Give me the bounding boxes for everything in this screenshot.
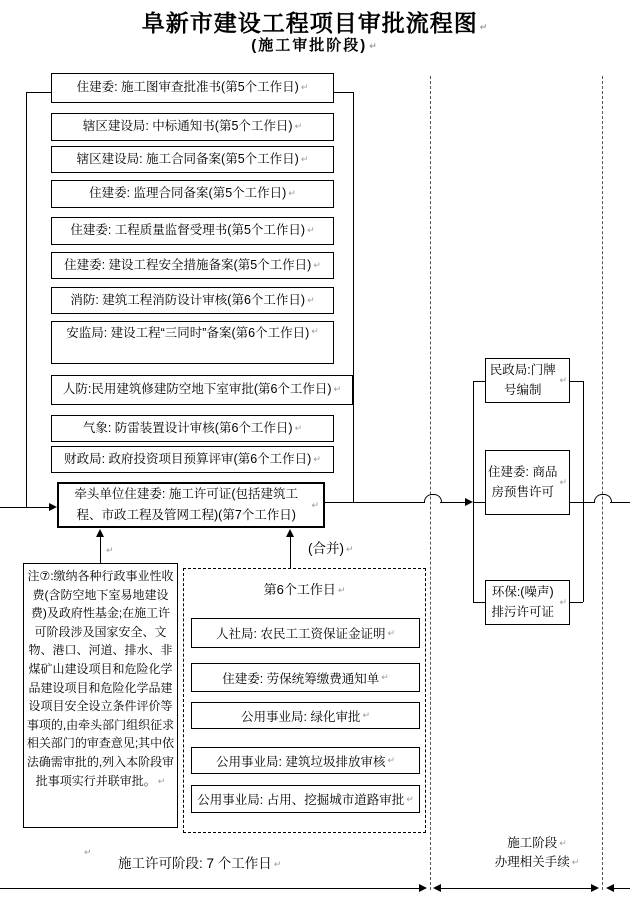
incoming-flow-line [0,507,49,508]
middle-arrowhead-up [286,529,294,537]
paragraph-mark: ↵ [333,384,342,395]
phase3-span-line [614,888,630,889]
paragraph-mark: ↵ [369,41,379,51]
incoming-arrowhead [49,503,57,511]
paragraph-mark: ↵ [479,22,489,32]
process-box-label: 民政局:门牌号编制 [489,363,556,397]
note-text: 注⑦:缴纳各种行政事业性收费(含防空地下室易地建设费)及政府性基金;在施工许可阶段涉及国家安全、文物、港口、河道、排水、非煤矿山建设项目和危险化学品建设项目和危险化学品建设项目安全设立条件评价等事项的,由牵头部门组织征求相关部门的审查意见;其中依法确需审批的,列入本阶段审批事项实行并联审批。 [26,569,175,788]
paragraph-mark: ↵ [307,225,315,236]
phase1-label: 施工许可阶段: 7 个工作日 ↵ [118,856,282,871]
page-title: 阜新市建设工程项目审批流程图 ↵ [141,10,489,36]
phase2-label-line1: 施工阶段 ↵ [507,836,567,850]
top-left-connector-line [26,92,51,93]
process-box-caizhengju [51,446,334,473]
phase2-label-line2: 办理相关手续 ↵ [494,854,580,869]
process-box-label: 人防:民用建筑修建防空地下室审批(第6个工作日) [62,382,332,397]
process-box-shigongtu [51,73,334,103]
paragraph-mark: ↵ [106,545,114,555]
process-box-qixiang [51,415,334,442]
permit-box [57,482,325,528]
process-box-zhongbiao [51,113,334,141]
process-box-label: 公用事业局: 占用、挖掘城市道路审批 [197,793,405,807]
process-box-paiwu [485,580,570,625]
bracket-stub [570,502,583,503]
bracket-stub [570,381,583,382]
paragraph-mark: ↵ [406,793,414,804]
output-line-segment-1 [325,502,424,503]
phase-separator-line-1 [430,76,431,890]
process-box-label: 气象: 防雷装置设计审核(第6个工作日) [82,420,293,435]
note-arrowhead-up [96,529,104,537]
paragraph-mark: ↵ [387,755,395,765]
process-box-label: 住建委: 施工图审查批准书(第5个工作日) [76,80,299,95]
paragraph-mark: ↵ [157,775,166,786]
process-box-menpai [485,358,570,403]
process-box-label: 财政局: 政府投资项目预算评审(第6个工作日) [64,451,312,466]
bracket-stub [473,602,485,603]
process-box-label: 住建委: 劳保统筹缴费通知单 [222,671,380,686]
process-box-label: 辖区建设局: 施工合同备案(第5个工作日) [76,151,299,166]
top-right-connector-line [334,92,353,93]
process-box-anjianju [51,321,334,364]
permit-box-label: 牵头单位住建委: 施工许可证(包括建筑工程、市政工程及管网工程)(第7个工作日) [74,487,299,522]
left-rail-line [26,92,27,507]
process-box-label: 辖区建设局: 中标通知书(第5个工作日) [82,119,293,134]
paragraph-mark: ↵ [362,710,370,720]
phase2-label [487,834,587,872]
process-box-label: 消防: 建筑工程消防设计审核(第6个工作日) [70,292,306,307]
process-box-label: 住建委: 商品房预售许可 [488,465,558,499]
process-box-label: 人社局: 农民工工资保证金证明 [216,627,386,641]
paragraph-mark: ↵ [84,847,92,857]
paragraph-mark: ↵ [294,121,303,132]
phase2-span-arrowhead-left [433,884,441,892]
phase2-span-line [441,888,591,889]
paragraph-mark: ↵ [311,326,319,336]
paragraph-mark: ↵ [300,82,309,93]
exit-line-segment-1 [583,502,594,503]
phase-separator-line-2 [602,76,603,890]
process-box-anquancuoshi [51,252,334,279]
right-rail-line [353,92,354,502]
day6-group-header: 第6个工作日 ↵ [263,582,346,597]
process-box-laji [191,747,420,774]
paragraph-mark: ↵ [294,422,303,433]
paragraph-mark: ↵ [559,374,567,385]
bracket-stub [473,381,485,382]
phase1-span-arrowhead [419,884,427,892]
paragraph-mark: ↵ [313,259,321,270]
paragraph-mark: ↵ [346,544,354,554]
paragraph-mark: ↵ [337,585,346,595]
paragraph-mark: ↵ [288,188,296,199]
paragraph-mark: ↵ [273,859,282,869]
process-box-renfang [51,375,353,405]
middle-arrow-line [290,537,291,568]
merge-label: (合并) ↵ [308,541,354,556]
paragraph-mark: ↵ [381,672,389,682]
process-box-zhiliang [51,217,334,245]
process-box-label: 安监局: 建设工程“三同时”备案(第6个工作日) [66,326,310,340]
page-subtitle: (施工审批阶段) ↵ [251,37,379,54]
process-box-xiaofang [51,287,334,314]
paragraph-mark: ↵ [300,153,309,164]
process-box-label: 住建委: 建设工程安全措施备案(第5个工作日) [64,257,312,272]
output-line-segment-2 [440,502,465,503]
day6-group-frame [183,568,426,833]
process-box-label: 公用事业局: 建筑垃圾排放审核 [216,754,386,769]
process-box-renshezhu [191,618,420,648]
paragraph-mark: ↵ [387,627,395,638]
paragraph-mark: ↵ [313,453,321,464]
phase2-span-arrowhead-right [591,884,599,892]
process-box-label: 住建委: 监理合同备案(第5个工作日) [89,186,287,201]
note-box [23,563,178,828]
output-arrowhead [465,498,473,506]
paragraph-mark: ↵ [307,294,315,305]
phase1-span-line [0,888,419,889]
note-arrow-line [100,537,101,563]
process-box-yushou [485,450,570,515]
phase3-span-arrowhead [606,884,614,892]
process-box-label: 住建委: 工程质量监督受理书(第5个工作日) [70,223,306,238]
bracket-stub [473,502,485,503]
right-bracket-left-line [473,381,474,602]
paragraph-mark: ↵ [571,856,580,867]
bracket-stub [570,602,583,603]
process-box-laobao [191,663,420,692]
paragraph-mark: ↵ [559,596,567,607]
right-bracket-right-line [583,381,584,602]
process-box-shigonghetong [51,146,334,173]
process-box-label: 环保:(噪声)排污许可证 [491,585,554,619]
process-box-lvhua [191,702,420,729]
paragraph-mark: ↵ [311,499,319,510]
paragraph-mark: ↵ [559,476,567,487]
exit-line-segment-2 [610,502,630,503]
process-box-label: 公用事业局: 绿化审批 [241,709,361,724]
process-box-daolu [191,785,420,813]
process-box-jianli [51,180,334,208]
paragraph-mark: ↵ [559,838,567,848]
